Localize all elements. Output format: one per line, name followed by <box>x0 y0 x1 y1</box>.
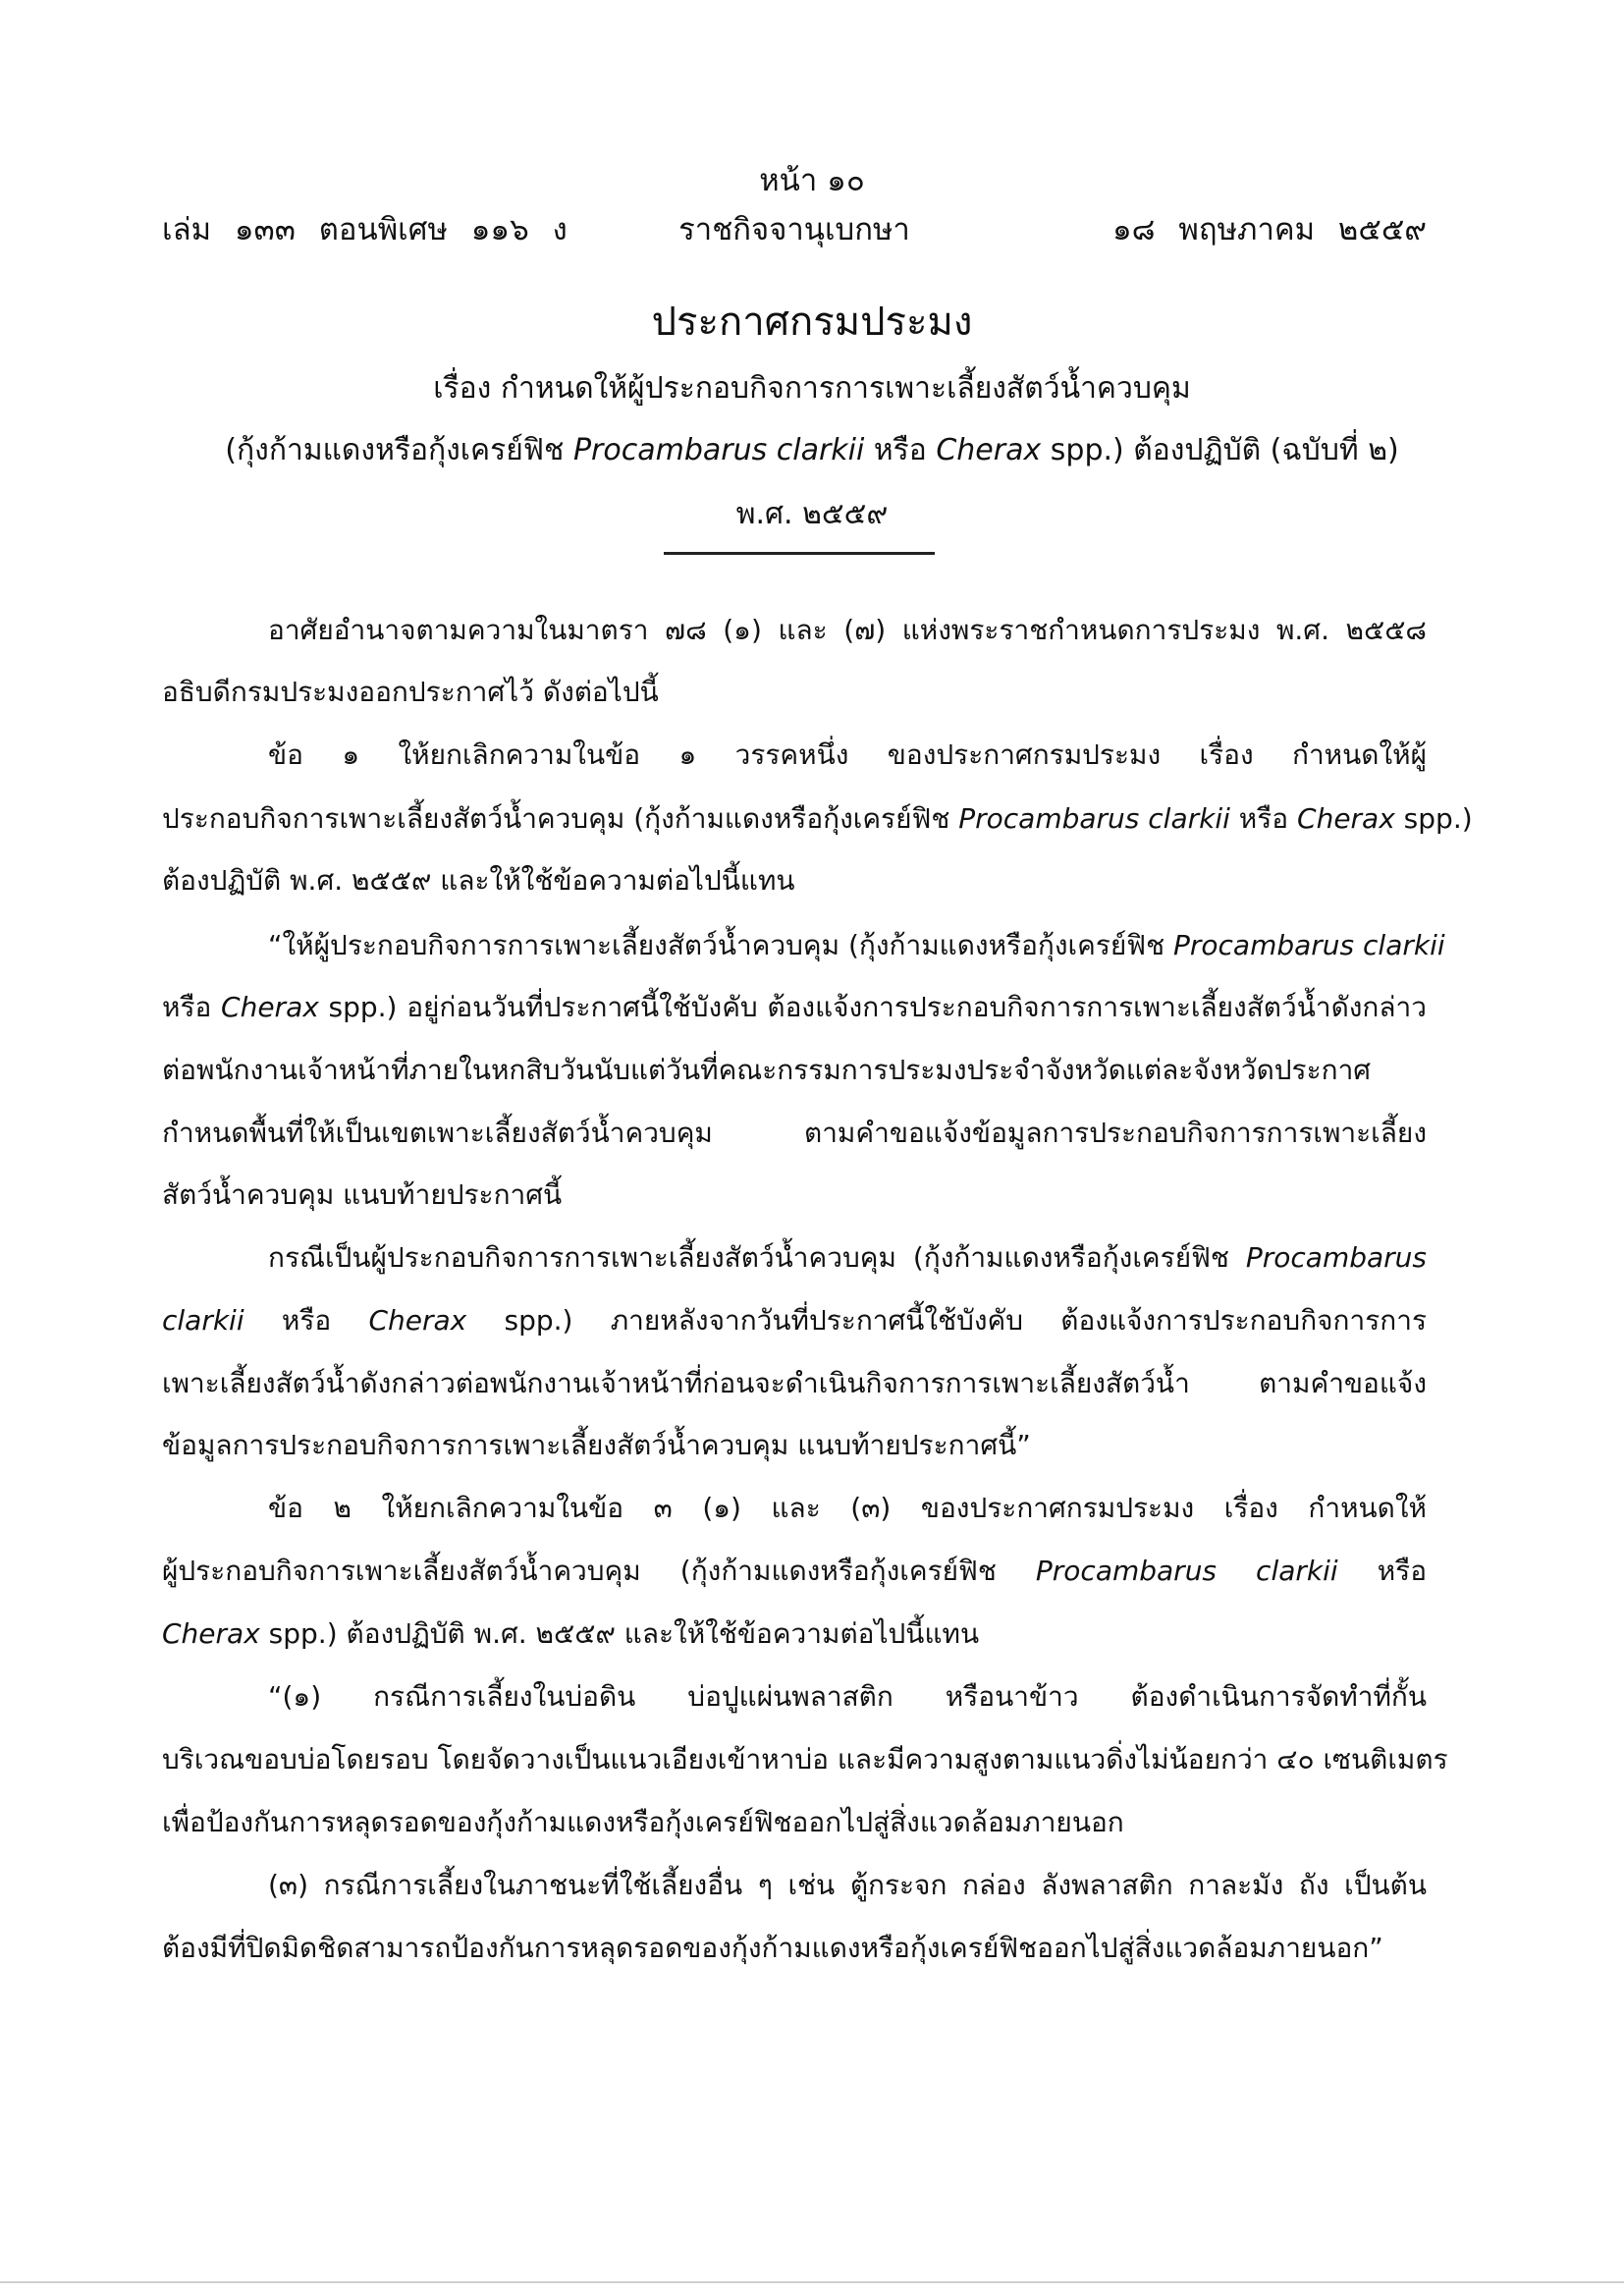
text-run: spp.) <box>1394 802 1473 835</box>
body-line: ต้องมีที่ปิดมิดชิดสามารถป้องกันการหลุดรอดของกุ้งก้ามแดงหรือกุ้งเครย์ฟิชออกไปสู่สิ่งแวดล้อมภายนอก” <box>162 1932 1383 1964</box>
body-line: อาศัยอำนาจตามความในมาตรา ๗๘ (๑) และ (๗) แห่งพระราชกำหนดการประมง พ.ศ. ๒๕๕๘ <box>268 614 1427 646</box>
species-name: Procambarus <box>1245 1241 1427 1274</box>
body-line: ต่อพนักงานเจ้าหน้าที่ภายในหกสิบวันนับแต่วันที่คณะกรรมการประมงประจำจังหวัดแต่ละจังหวัดประกาศ <box>162 1054 1372 1086</box>
species-name: Procambarus clarkii <box>572 433 865 467</box>
text-run: “ให้ผู้ประกอบกิจการการเพาะเลี้ยงสัตว์น้ำควบคุม (กุ้งก้ามแดงหรือกุ้งเครย์ฟิช <box>268 929 1173 961</box>
genus-name: Cherax <box>1297 802 1395 835</box>
text-run: หรือ <box>244 1304 369 1337</box>
subtitle-text: (กุ้งก้ามแดงหรือกุ้งเครย์ฟิช <box>225 433 573 467</box>
body-line: บริเวณขอบบ่อโดยรอบ โดยจัดวางเป็นแนวเอียงเข้าหาบ่อ และมีความสูงตามแนวดิ่งไม่น้อยกว่า ๔๐ เซนติเมตร <box>162 1743 1448 1776</box>
subtitle-year: พ.ศ. ๒๕๕๙ <box>735 497 889 531</box>
header-volume: เล่ม ๑๓๓ ตอนพิเศษ ๑๑๖ ง <box>162 212 568 247</box>
body-line <box>162 1236 1427 1276</box>
genus-name: Cherax <box>162 1617 260 1650</box>
body-line: อธิบดีกรมประมงออกประกาศไว้ ดังต่อไปนี้ <box>162 676 659 708</box>
header-publication: ราชกิจจานุเบกษา <box>678 212 910 247</box>
body-line: สัตว์น้ำควบคุม แนบท้ายประกาศนี้ <box>162 1178 563 1211</box>
subtitle-text: spp.) ต้องปฏิบัติ (ฉบับที่ ๒) <box>1041 433 1399 467</box>
body-line: ข้อ ๒ ให้ยกเลิกความในข้อ ๓ (๑) และ (๓) ของประกาศกรมประมง เรื่อง กำหนดให้ <box>268 1492 1427 1524</box>
body-line <box>162 986 1427 1025</box>
genus-name: Cherax <box>221 991 319 1023</box>
body-line: กำหนดพื้นที่ให้เป็นเขตเพาะเลี้ยงสัตว์น้ำควบคุม ตามคำขอแจ้งข้อมูลการประกอบกิจการการเพาะเลี้ยง <box>162 1117 1427 1149</box>
text-run: spp.) ภายหลังจากวันที่ประกาศนี้ใช้บังคับ ต้องแจ้งการประกอบกิจการการ <box>466 1304 1427 1337</box>
body-line <box>162 1612 1427 1652</box>
text-run: กรณีเป็นผู้ประกอบกิจการการเพาะเลี้ยงสัตว์น้ำควบคุม (กุ้งก้ามแดงหรือกุ้งเครย์ฟิช <box>268 1241 1246 1274</box>
gazette-header <box>162 204 1427 247</box>
body-line <box>162 1550 1427 1589</box>
body-line: ข้อมูลการประกอบกิจการการเพาะเลี้ยงสัตว์น้ำควบคุม แนบท้ายประกาศนี้” <box>162 1429 1031 1461</box>
body-line <box>162 1299 1427 1339</box>
body-line <box>162 924 1445 963</box>
text-run: spp.) ต้องปฏิบัติ พ.ศ. ๒๕๕๙ และให้ใช้ข้อความต่อไปนี้แทน <box>259 1617 980 1650</box>
species-name: Procambarus clarkii <box>1035 1555 1338 1587</box>
body-line <box>162 797 1473 837</box>
body-line: “(๑) กรณีการเลี้ยงในบ่อดิน บ่อปูแผ่นพลาสติก หรือนาข้าว ต้องดำเนินการจัดทำที่กั้น <box>268 1680 1427 1713</box>
body-line: (๓) กรณีการเลี้ยงในภาชนะที่ใช้เลี้ยงอื่น ๆ เช่น ตู้กระจก กล่อง ลังพลาสติก กาละมัง ถัง เป็นต้น <box>268 1869 1427 1901</box>
body-line: เพาะเลี้ยงสัตว์น้ำดังกล่าวต่อพนักงานเจ้าหน้าที่ก่อนจะดำเนินกิจการการเพาะเลี้ยงสัตว์น้ำ ตามคำขอแจ้ง <box>162 1367 1427 1399</box>
body-line: ต้องปฏิบัติ พ.ศ. ๒๕๕๙ และให้ใช้ข้อความต่อไปนี้แทน <box>162 864 795 897</box>
text-run: หรือ <box>162 991 222 1023</box>
text-run: หรือ <box>1229 802 1298 835</box>
text-run: spp.) อยู่ก่อนวันที่ประกาศนี้ใช้บังคับ ต้องแจ้งการประกอบกิจการการเพาะเลี้ยงสัตว์น้ำดังกล่าว <box>318 991 1427 1023</box>
subtitle-text: หรือ <box>864 433 937 467</box>
species-name: Procambarus clarkii <box>1173 929 1445 961</box>
subtitle-line-1: เรื่อง กำหนดให้ผู้ประกอบกิจการการเพาะเลี้ยงสัตว์น้ำควบคุม <box>433 371 1191 406</box>
scan-artifact-line <box>0 2281 1624 2283</box>
genus-name: Cherax <box>368 1304 467 1337</box>
title-divider <box>664 552 935 555</box>
header-date: ๑๘ พฤษภาคม ๒๕๕๙ <box>1111 212 1427 247</box>
text-run: ประกอบกิจการเพาะเลี้ยงสัตว์น้ำควบคุม (กุ้งก้ามแดงหรือกุ้งเครย์ฟิช <box>162 802 959 835</box>
text-run: หรือ <box>1337 1555 1428 1587</box>
body-line: ข้อ ๑ ให้ยกเลิกความในข้อ ๑ วรรคหนึ่ง ของประกาศกรมประมง เรื่อง กำหนดให้ผู้ <box>268 738 1427 771</box>
announcement-title: ประกาศกรมประมง <box>651 300 973 345</box>
species-name: clarkii <box>162 1304 244 1337</box>
page-number: หน้า ๑๐ <box>759 163 865 198</box>
species-name: Procambarus clarkii <box>958 802 1230 835</box>
subtitle-line-2 <box>0 427 1624 473</box>
text-run: ผู้ประกอบกิจการเพาะเลี้ยงสัตว์น้ำควบคุม (กุ้งก้ามแดงหรือกุ้งเครย์ฟิช <box>162 1555 1036 1587</box>
body-line: เพื่อป้องกันการหลุดรอดของกุ้งก้ามแดงหรือกุ้งเครย์ฟิชออกไปสู่สิ่งแวดล้อมภายนอก <box>162 1806 1124 1838</box>
genus-name: Cherax <box>936 433 1042 467</box>
